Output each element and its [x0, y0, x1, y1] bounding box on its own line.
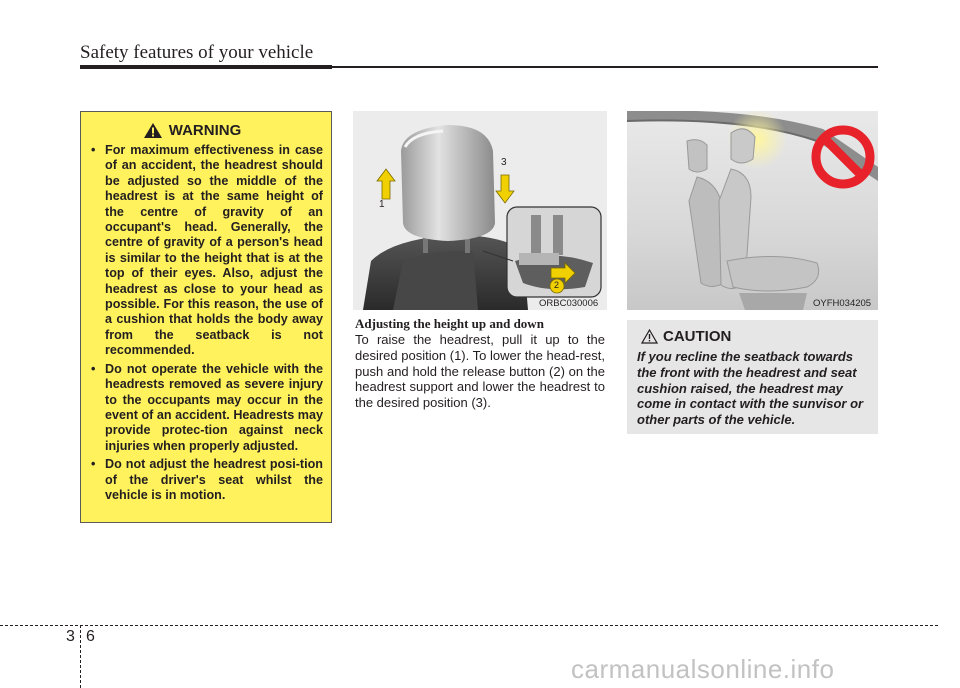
warning-item-text: Do not adjust the headrest posi-tion of the driver's seat whilst the vehicle is in motion.	[105, 457, 323, 502]
label-2: 2	[554, 280, 560, 290]
caution-text: If you recline the seatback towards the front with the headrest and seat cushion raised, the headrest may come in contact with the sunvisor or other parts of the vehicle.	[637, 349, 864, 428]
section-title: Adjusting the height up and down	[355, 316, 544, 331]
recline-caution-figure	[627, 111, 878, 310]
figure-code: ORBC030006	[539, 298, 599, 309]
footer-rule	[0, 625, 938, 626]
bullet: •	[91, 143, 96, 157]
figure-code: OYFH034205	[813, 298, 872, 309]
caution-title: CAUTION	[663, 328, 732, 345]
warning-list	[91, 143, 323, 503]
page-number: 6	[86, 628, 95, 645]
bullet: •	[91, 361, 96, 376]
caution-triangle-icon	[641, 329, 658, 344]
header-rule-accent	[80, 65, 332, 69]
bullet: •	[91, 457, 96, 472]
recline-seat-illustration	[627, 111, 878, 310]
label-1: 1	[379, 199, 385, 210]
warning-box	[80, 111, 332, 523]
warning-item	[91, 457, 323, 503]
footer-divider	[80, 625, 81, 688]
warning-header	[61, 122, 323, 139]
watermark: carmanualsonline.info	[571, 654, 835, 684]
page-header-title: Safety features of your vehicle	[80, 42, 314, 63]
warning-item	[91, 143, 323, 359]
warning-item-text: Do not operate the vehicle with the headrests removed as severe injury to the occupants may occur in the event of an accident. Headrests may provide protec-tion against neck injuries when properly adjusted.	[105, 361, 323, 453]
warning-title: WARNING	[168, 122, 242, 139]
caution-box	[627, 320, 878, 434]
warning-item	[91, 362, 323, 454]
chapter-number: 3	[66, 628, 75, 645]
warning-item-text: For maximum effectiveness in case of an accident, the headrest should be adjusted so the middle of the headrest is at the same height of the centre of gravity of an occupant's head. Generally, the centre of gravity of a person's head is similar to the height that is at the top of their eyes. Also, adjust the headrest as close to your head as possible. For this reason, the use of a cushion that holds the body away from the seatback is not recommended.	[105, 143, 323, 358]
headrest-illustration	[353, 111, 607, 310]
label-3: 3	[501, 157, 507, 168]
section-body: To raise the headrest, pull it up to the desired position (1). To lower the head-rest, push and hold the release button (2) on the headrest support and lower the headrest to the desired position (3).	[355, 332, 605, 411]
headrest-adjust-figure	[353, 111, 607, 310]
caution-header	[641, 328, 870, 345]
warning-triangle-icon	[143, 122, 163, 139]
